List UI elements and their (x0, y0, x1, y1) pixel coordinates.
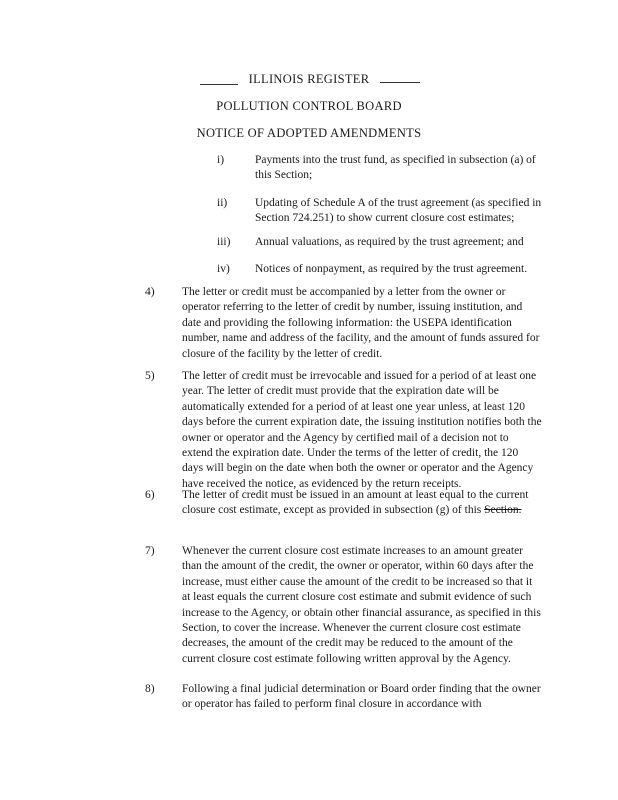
subitem-text: Payments into the trust fund, as specified in subsection (a) of this Section; (255, 154, 536, 181)
item-text-inserted: g (439, 504, 446, 517)
item-number: 6) (145, 489, 155, 501)
item-text-deleted: Section. (484, 504, 522, 517)
item-number: 7) (145, 545, 155, 557)
item-text: Whenever the current closure cost estimate increases to an amount greater than the amount of the credit, the owner or operator, within 60 days after the increase, must either cause the amount of the credit to be increased so that it at least equals the current closure cost estimate and submit evidence of such increase to the Agency, or obtain other financial assurance, as specified in this Section, to cover the increase. Whenever the current closure cost estimate decreases, the amount of the credit may be reduced to the amount of the current closure cost estimate following written approval by the Agency. (182, 545, 541, 665)
item-number: 4) (145, 286, 155, 298)
item-number: 8) (145, 683, 155, 695)
item-text: Following a final judicial determination or Board order finding that the owner or operator has failed to perform final closure in accordance with (182, 683, 541, 711)
notice-title: NOTICE OF ADOPTED AMENDMENTS (196, 126, 422, 140)
subitem-number: iii) (217, 236, 231, 248)
subitem-text: Updating of Schedule A of the trust agreement (as specified in Section 724.251) to show current closure cost estimates; (255, 197, 542, 224)
subitem-text: Notices of nonpayment, as required by the trust agreement. (255, 263, 528, 275)
item-text-before: The letter of credit must be issued in an amount at least equal to the current closure cost estimate, except as provided in subsection ( (182, 489, 529, 517)
subitem-text: Annual valuations, as required by the trust agreement; and (255, 236, 524, 248)
register-title: ILLINOIS REGISTER (248, 72, 370, 86)
subitem-number: iv) (217, 263, 230, 275)
subitem-number: i) (217, 154, 225, 166)
item-text-after: ) of this (445, 504, 485, 517)
board-title: POLLUTION CONTROL BOARD (216, 99, 402, 113)
item-text: The letter or credit must be accompanied by a letter from the owner or operator referring to the letter of credit by number, issuing institution, and date and providing the following information: the USEPA identification number, name and address of the facility, and the amount of funds assured for closure of the facility by the letter of credit. (182, 286, 540, 360)
item-number: 5) (145, 370, 155, 382)
item-text: The letter of credit must be irrevocable and issued for a period of at least one year. The letter of credit must provide that the expiration date will be automatically extended for a period of at least one year unless, at least 120 days before the current expiration date, the issuing institution notifies both the owner or operator and the Agency by certified mail of a decision not to extend the expiration date. Under the terms of the letter of credit, the 120 days will begin on the date when both the owner or operator and the Agency have received the notice, as evidenced by the return receipts. (182, 370, 542, 490)
subitem-number: ii) (217, 197, 228, 209)
item-text (182, 488, 542, 519)
